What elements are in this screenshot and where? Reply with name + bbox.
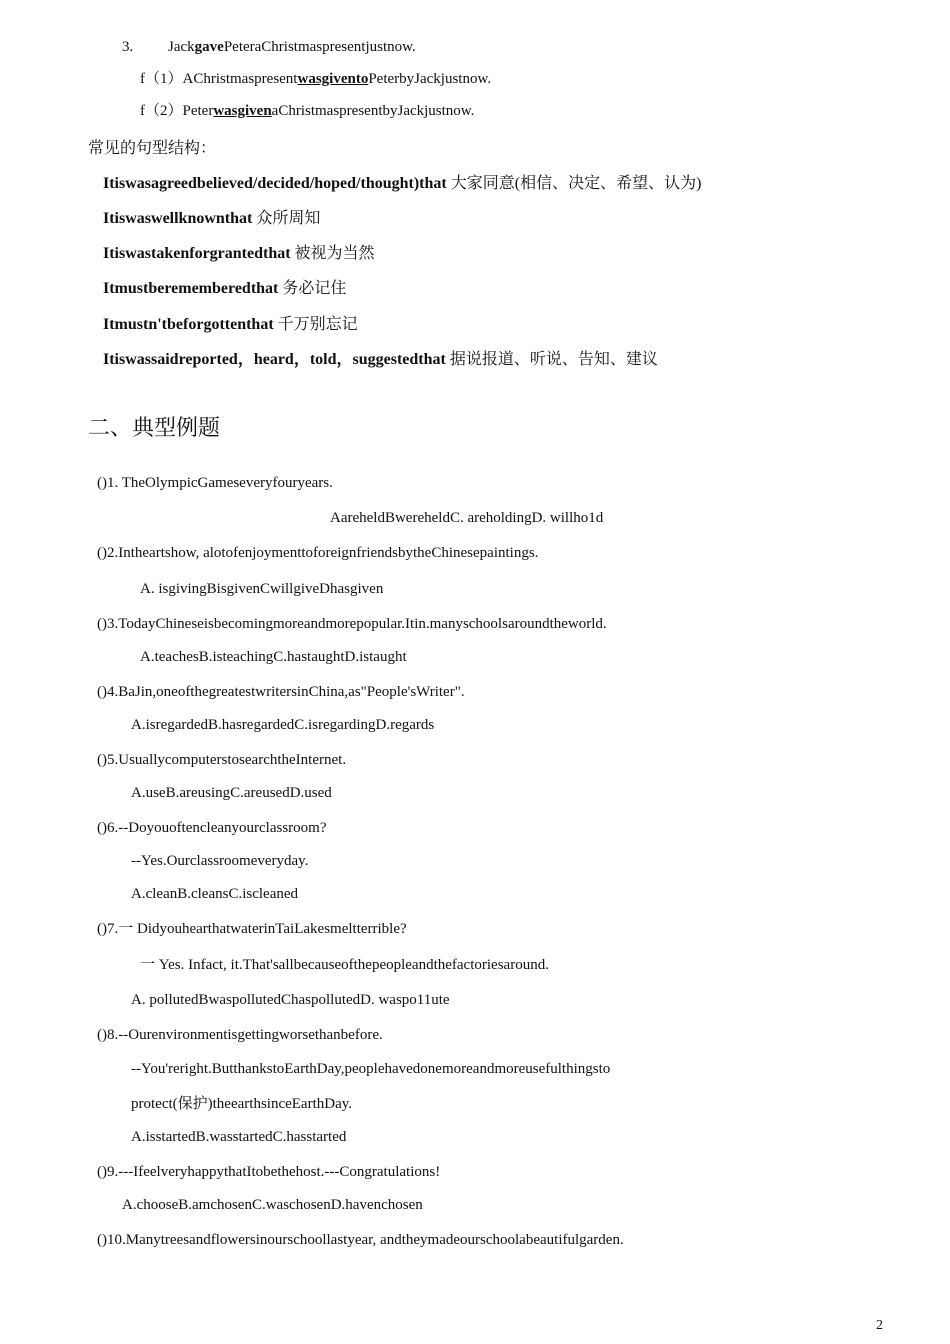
question-stem: ()8.--Ourenvironmentisgettingworsethanbefore. bbox=[97, 1027, 383, 1043]
question-options: A.isregardedB.hasregardedC.isregardingD.regards bbox=[131, 717, 435, 733]
question-options: A.useB.areusingC.areusedD.used bbox=[131, 785, 332, 801]
question-options: A.teachesB.isteachingC.hastaughtD.istaught bbox=[140, 649, 407, 665]
question-stem: ()3.TodayChineseisbecomingmoreandmorepopular.Itin.manyschoolsaroundtheworld. bbox=[97, 616, 607, 632]
section-title: 二、典型例题 bbox=[88, 415, 221, 440]
example-variant-2: f（2）PeterwasgivenaChristmaspresentbyJackjustnow. bbox=[140, 103, 475, 119]
question-stem: ()10.Manytreesandflowersinourschoollastyear, andtheymadeourschoolabeautifulgarden. bbox=[97, 1232, 624, 1248]
question-line: 一 Yes. Infact, it.That'sallbecauseofthepeopleandthefactoriesaround. bbox=[140, 957, 549, 973]
structure-item: Itmustn'tbeforgottenthat 千万别忘记 bbox=[103, 316, 358, 333]
question-stem: ()7.一 DidyouhearthatwaterinTaiLakesmeltterrible? bbox=[97, 921, 407, 937]
example-variant-1: f（1）AChristmaspresentwasgiventoPeterbyJackjustnow. bbox=[140, 71, 492, 87]
structures-heading: 常见的句型结构： bbox=[88, 140, 217, 157]
question-options: A. pollutedBwaspollutedChaspollutedD. waspo11ute bbox=[131, 992, 450, 1008]
question-options: A.isstartedB.wasstartedC.hasstarted bbox=[131, 1129, 347, 1145]
question-line: --You'reright.ButthankstoEarthDay,peoplehavedonemoreandmoreusefulthingsto bbox=[131, 1061, 611, 1077]
page-number: 2 bbox=[876, 1318, 883, 1333]
structure-item: Itmustberememberedthat 务必记住 bbox=[103, 280, 347, 297]
question-stem: ()9.---IfeelveryhappythatItobethehost.---Congratulations! bbox=[97, 1164, 441, 1180]
question-stem: ()5.UsuallycomputerstosearchtheInternet. bbox=[97, 752, 347, 768]
question-stem: ()6.--Doyouoftencleanyourclassroom? bbox=[97, 820, 327, 836]
question-options: AareheldBwereheldC. areholdingD. willho1d bbox=[330, 510, 604, 526]
question-stem: ()4.BaJin,oneofthegreatestwritersinChina,as"People'sWriter". bbox=[97, 684, 465, 700]
question-options: A.cleanB.cleansC.iscleaned bbox=[131, 886, 299, 902]
structure-item: Itiswastakenforgrantedthat 被视为当然 bbox=[103, 245, 375, 262]
question-options: A.chooseB.amchosenC.waschosenD.havenchosen bbox=[122, 1197, 423, 1213]
question-stem: ()2.Intheartshow, alotofenjoymenttoforeignfriendsbytheChinesepaintings. bbox=[97, 545, 539, 561]
question-line: protect(保护)theearthsinceEarthDay. bbox=[131, 1096, 353, 1112]
question-options: A. isgivingBisgivenCwillgiveDhasgiven bbox=[140, 581, 384, 597]
structure-item: Itiswaswellknownthat 众所周知 bbox=[103, 210, 321, 227]
structure-item: Itiswassaidreported，heard，told，suggestedthat 据说报道、听说、告知、建议 bbox=[103, 351, 658, 368]
question-line: --Yes.Ourclassroomeveryday. bbox=[131, 853, 309, 869]
structure-item: Itiswasagreedbelieved/decided/hoped/thought)that 大家同意(相信、决定、希望、认为) bbox=[103, 175, 702, 192]
example-sentence: JackgavePeteraChristmaspresentjustnow. bbox=[168, 39, 416, 55]
question-stem: ()1. TheOlympicGameseveryfouryears. bbox=[97, 475, 333, 491]
example-number: 3. bbox=[122, 39, 134, 55]
